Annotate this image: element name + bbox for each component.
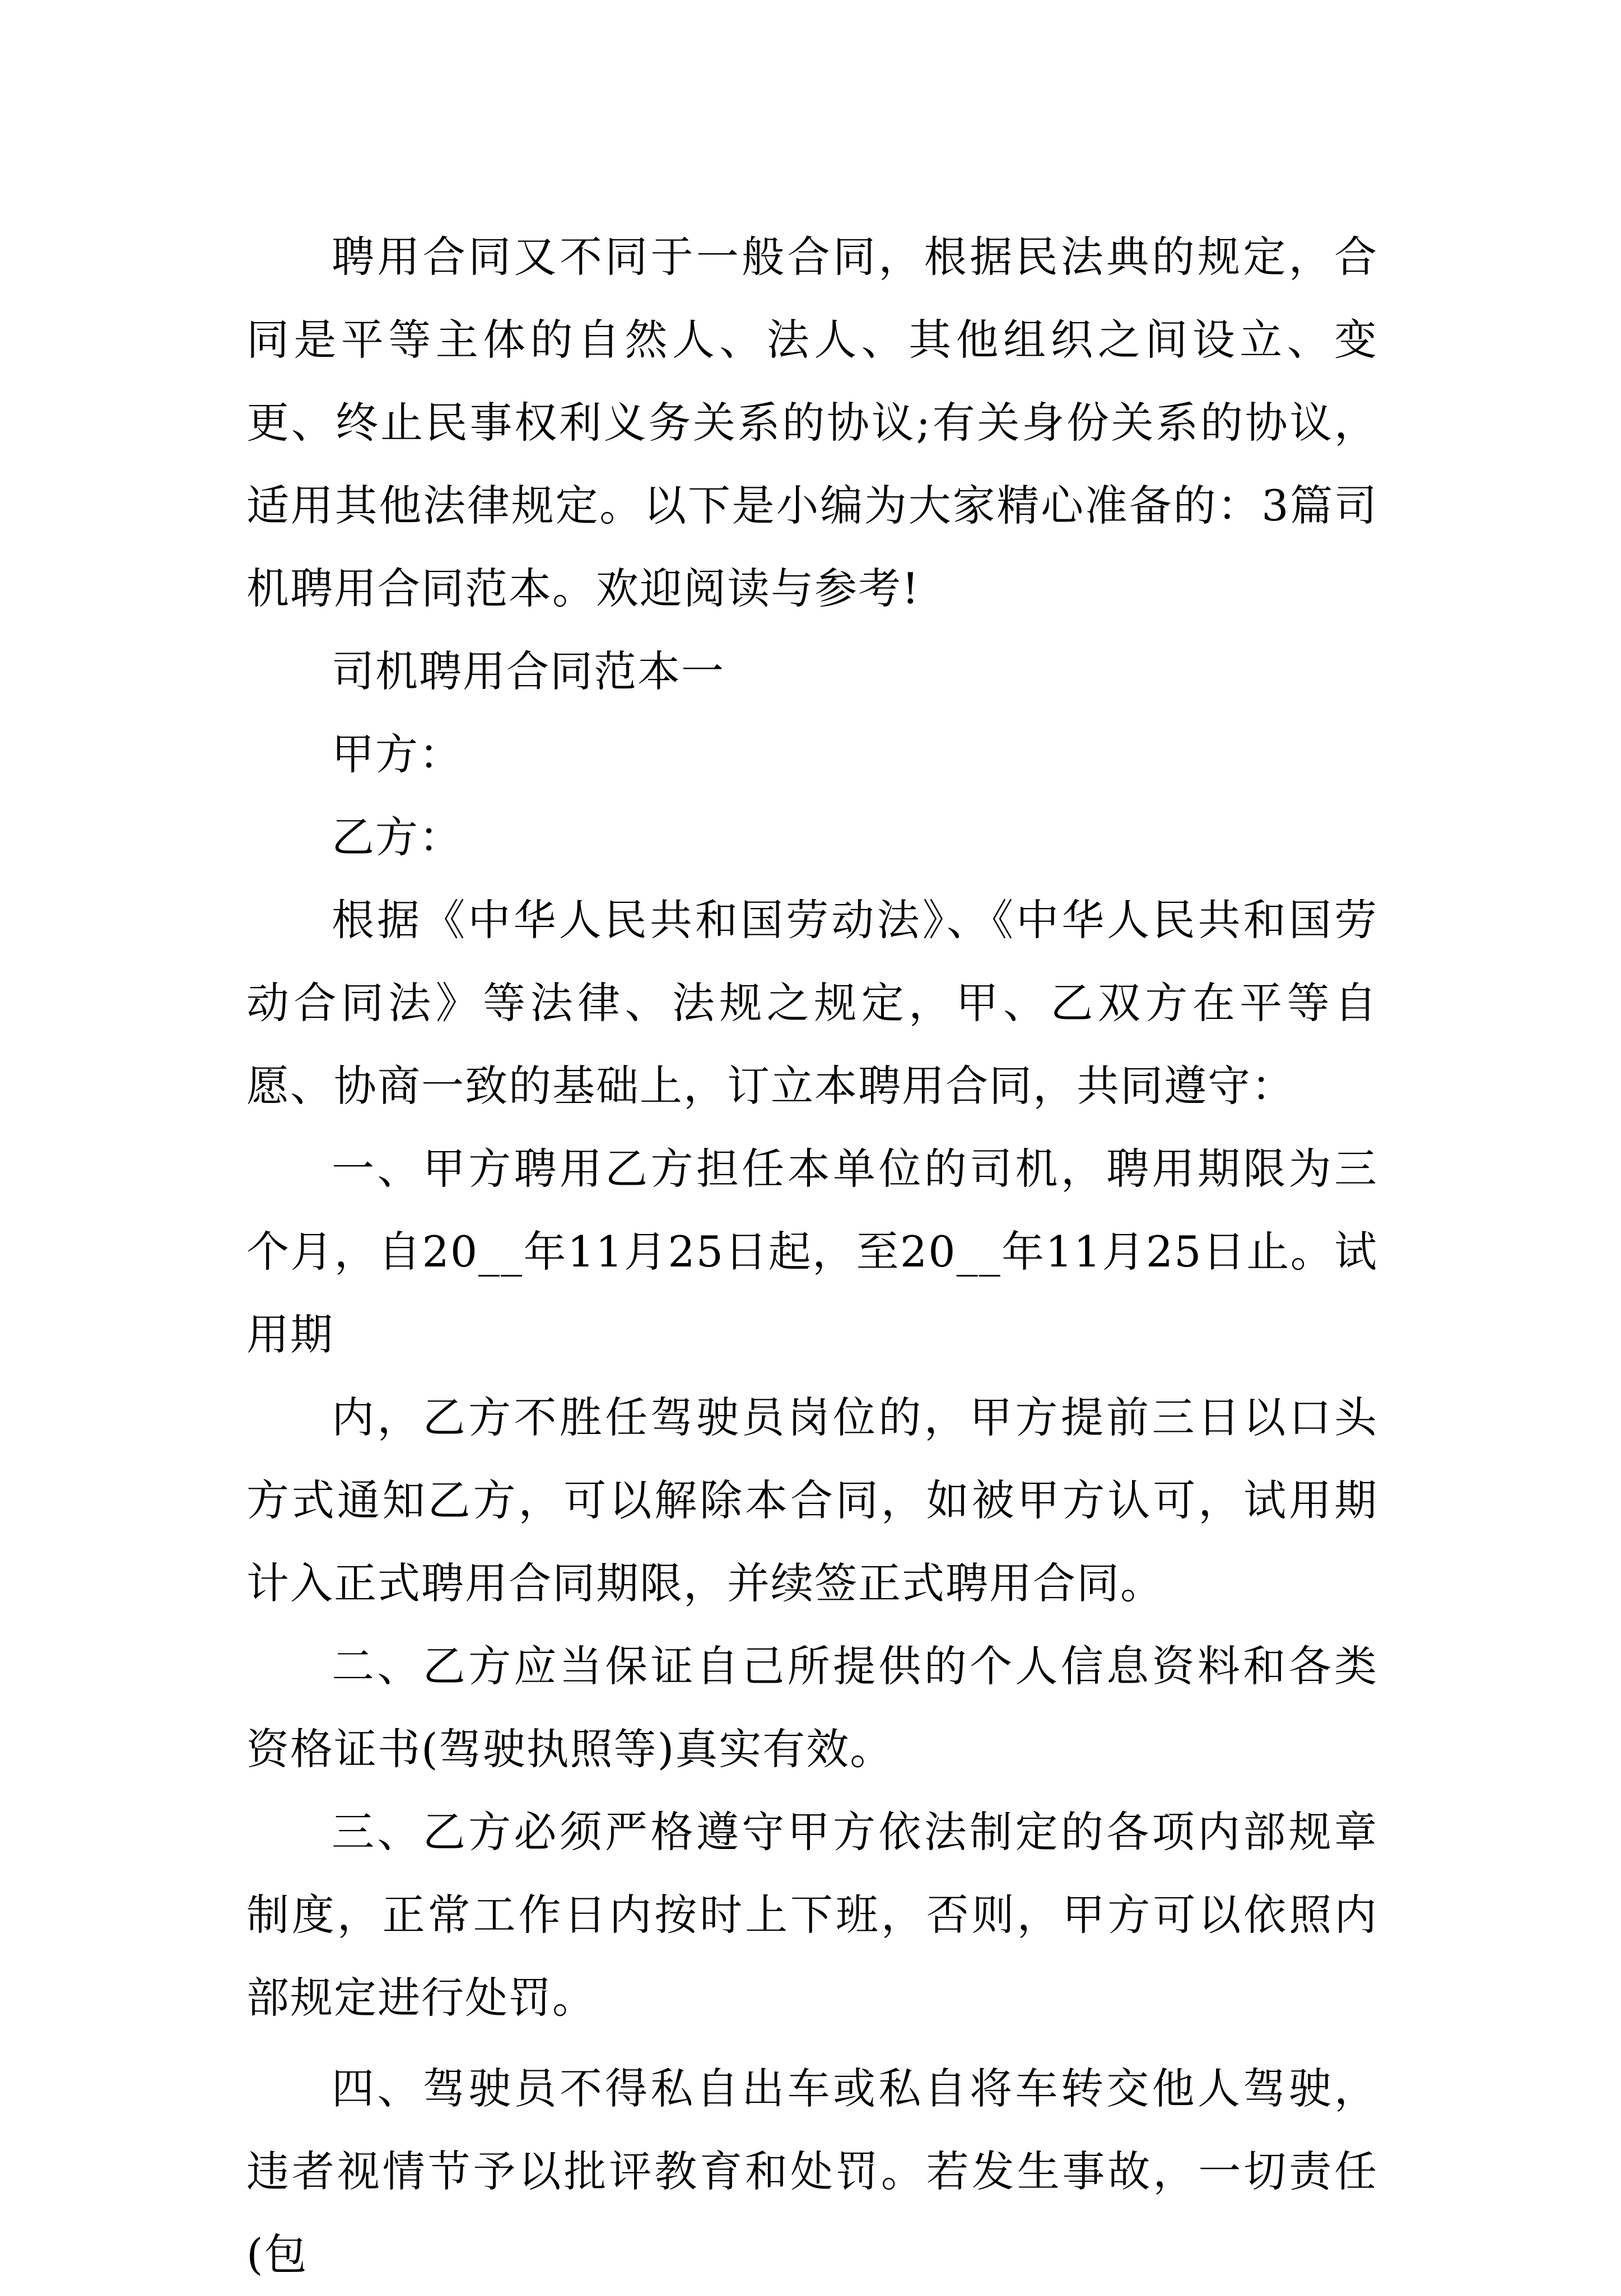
intro-paragraph: 聘用合同又不同于一般合同，根据民法典的规定，合同是平等主体的自然人、法人、其他组织之间设立、变更、终止民事权利义务关系的协议;有关身份关系的协议，适用其他法律规定。以下是小编为大家精心准备的：3篇司机聘用合同范本。欢迎阅读与参考!	[246, 232, 1378, 613]
clause-1-continued-paragraph: 内，乙方不胜任驾驶员岗位的，甲方提前三日以口头方式通知乙方，可以解除本合同，如被甲方认可，试用期计入正式聘用合同期限，并续签正式聘用合同。	[246, 1392, 1378, 1608]
clause-4-paragraph: 四、驾驶员不得私自出车或私自将车转交他人驾驶，违者视情节予以批评教育和处罚。若发生事故，一切责任(包	[246, 2064, 1378, 2279]
party-b-line: 乙方：	[332, 812, 463, 862]
clause-3-paragraph: 三、乙方必须严格遵守甲方依法制定的各项内部规章制度，正常工作日内按时上下班，否则，甲方可以依照内部规定进行处罚。	[246, 1807, 1378, 2023]
clause-2-paragraph: 二、乙方应当保证自己所提供的个人信息资料和各类资格证书(驾驶执照等)真实有效。	[246, 1641, 1378, 1774]
clause-1-paragraph: 一、甲方聘用乙方担任本单位的司机，聘用期限为三个月，自20__年11月25日起，至20__年11月25日止。试用期	[246, 1144, 1378, 1359]
document-body	[246, 216, 1378, 2296]
section-title: 司机聘用合同范本一	[332, 646, 725, 696]
party-a-line: 甲方：	[332, 729, 463, 779]
preamble-paragraph: 根据《中华人民共和国劳动法》、《中华人民共和国劳动合同法》等法律、法规之规定，甲、乙双方在平等自愿、协商一致的基础上，订立本聘用合同，共同遵守：	[246, 895, 1378, 1111]
